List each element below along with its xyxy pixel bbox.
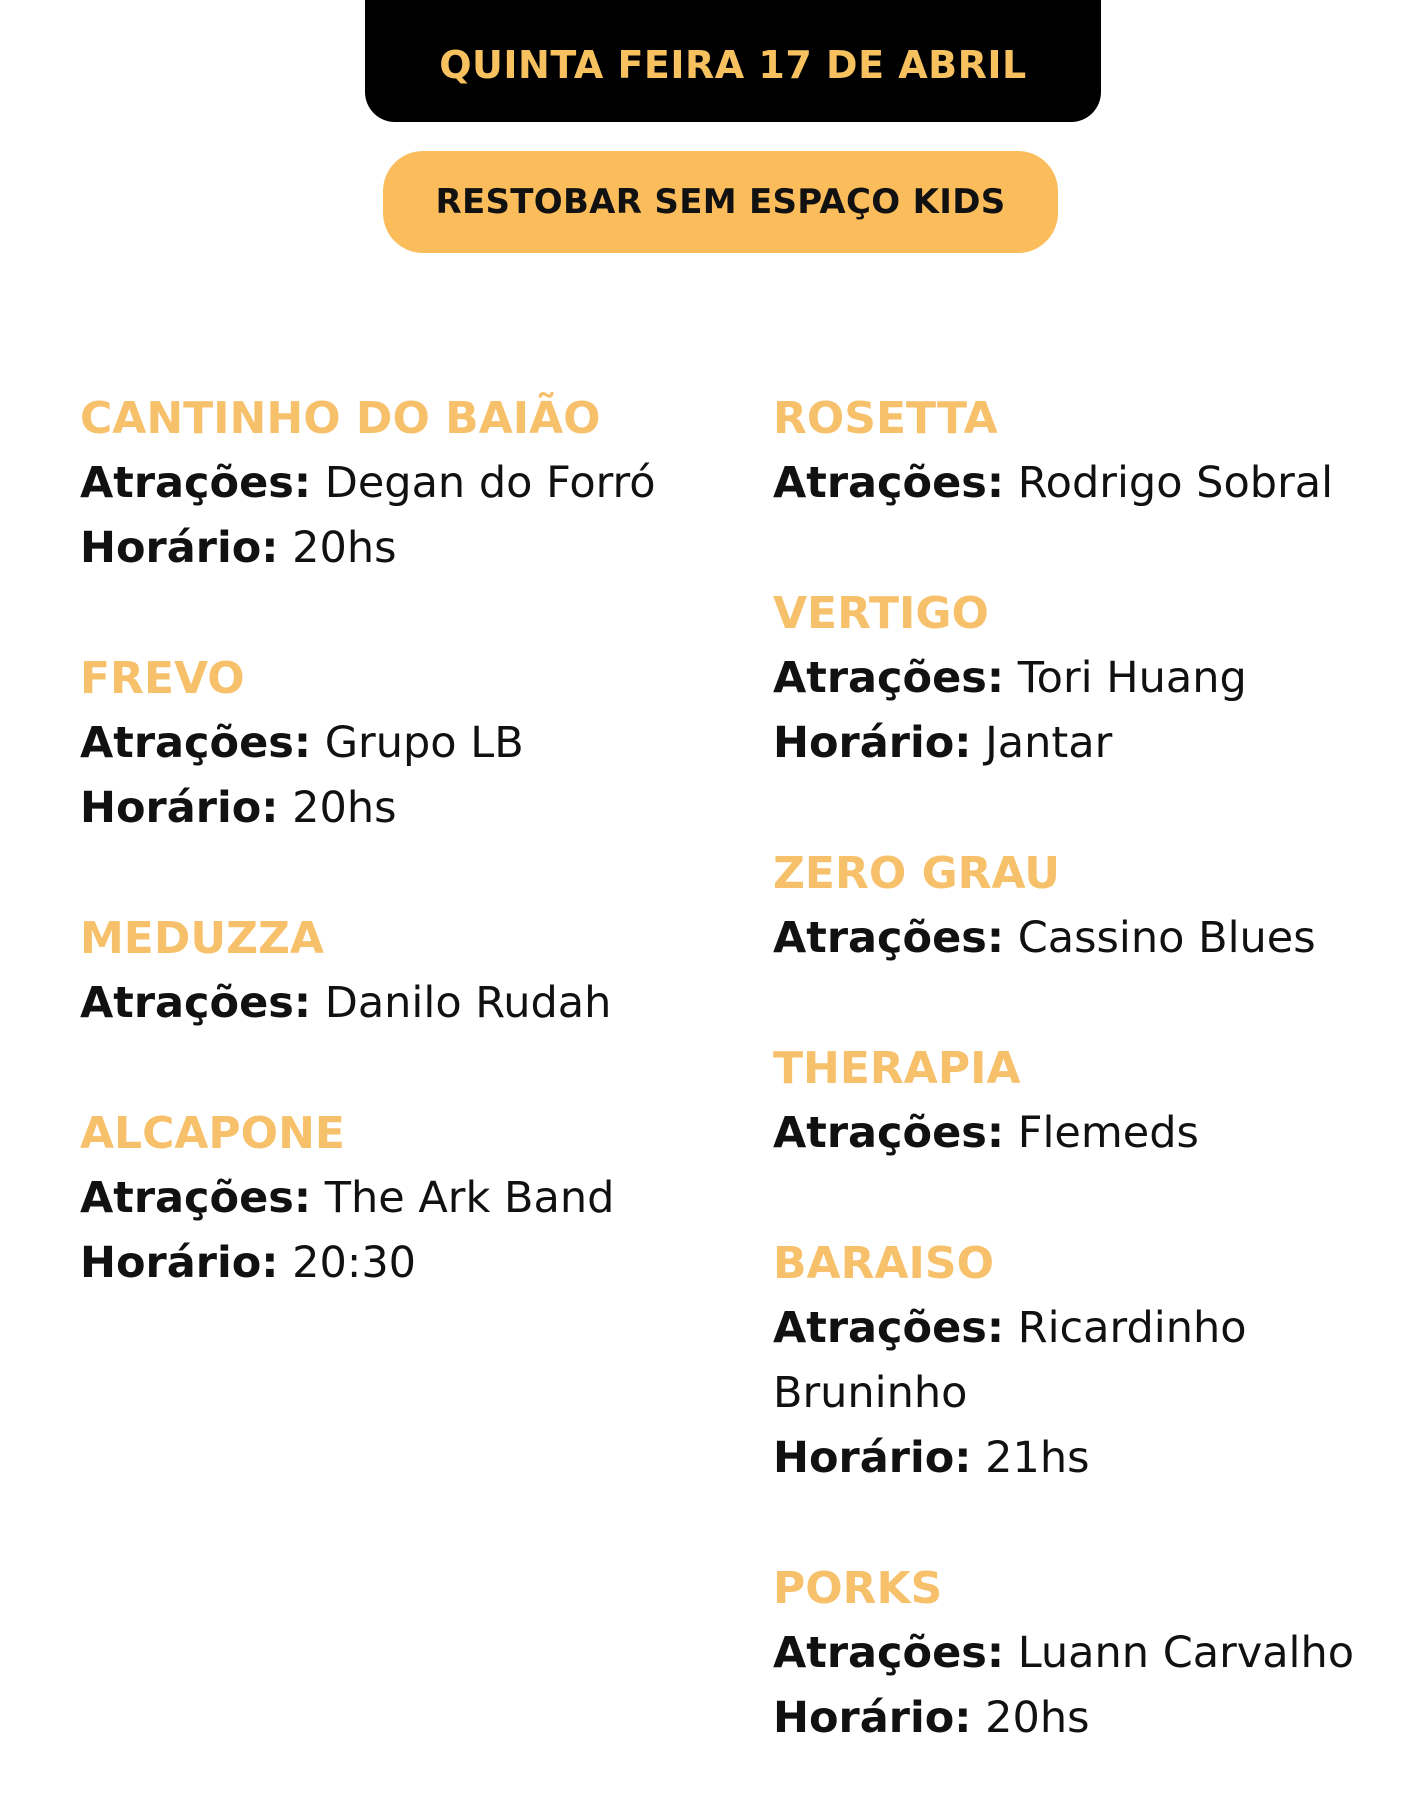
venue-entry [80,906,611,1036]
time-value: 21hs [985,1433,1090,1483]
attractions-label: Atrações: [80,718,312,768]
venue-entry [773,386,1333,516]
attractions-label: Atrações: [80,1173,312,1223]
venue-name: BARAISO [773,1238,994,1289]
restobar-badge-label: RESTOBAR SEM ESPAÇO KIDS [435,182,1006,222]
time-line [80,776,524,841]
attractions-line [80,711,524,776]
time-label: Horário: [80,783,279,833]
time-line [773,711,1247,776]
venue-name: ROSETTA [773,393,998,444]
attractions-label: Atrações: [80,458,312,508]
time-value: 20hs [292,783,397,833]
attractions-value: Ricardinho Bruninho [773,1303,1247,1418]
attractions-label: Atrações: [773,1628,1005,1678]
time-value: 20:30 [292,1238,417,1288]
attractions-label: Atrações: [773,458,1005,508]
venue-entry [80,1101,614,1296]
attractions-label: Atrações: [773,653,1005,703]
time-line [80,516,656,581]
venue-entry [773,1231,1383,1491]
venue-entry [773,1556,1354,1751]
attractions-line [80,971,611,1036]
attractions-value: Luann Carvalho [1017,1628,1355,1678]
time-label: Horário: [80,1238,279,1288]
date-header [365,0,1101,122]
attractions-value: Flemeds [1017,1108,1199,1158]
restobar-badge [383,151,1058,253]
venue-entry [773,581,1247,776]
attractions-value: Degan do Forró [324,458,656,508]
attractions-line [773,1621,1354,1686]
attractions-value: Cassino Blues [1017,913,1316,963]
time-line [80,1231,614,1296]
date-title: QUINTA FEIRA 17 DE ABRIL [439,43,1027,87]
time-label: Horário: [773,1693,972,1743]
venue-name: CANTINHO DO BAIÃO [80,393,601,444]
venue-entry [773,1036,1199,1166]
time-label: Horário: [773,1433,972,1483]
attractions-label: Atrações: [773,1303,1005,1353]
time-value: 20hs [985,1693,1090,1743]
attractions-line [773,1101,1199,1166]
venue-name: VERTIGO [773,588,989,639]
venue-name: FREVO [80,653,245,704]
attractions-line [773,906,1316,971]
attractions-value: Grupo LB [324,718,524,768]
venue-entry [80,386,656,581]
venue-name: MEDUZZA [80,913,324,964]
attractions-line [80,451,656,516]
attractions-label: Atrações: [773,1108,1005,1158]
time-label: Horário: [80,523,279,573]
venue-name: ZERO GRAU [773,848,1060,899]
venue-entry [773,841,1316,971]
venue-entry [80,646,524,841]
attractions-line [773,1296,1383,1426]
attractions-line [773,646,1247,711]
time-value: Jantar [985,718,1113,768]
time-value: 20hs [292,523,397,573]
attractions-value: The Ark Band [324,1173,615,1223]
attractions-label: Atrações: [80,978,312,1028]
venue-name: THERAPIA [773,1043,1021,1094]
attractions-value: Tori Huang [1017,653,1247,703]
attractions-label: Atrações: [773,913,1005,963]
attractions-value: Danilo Rudah [324,978,612,1028]
time-label: Horário: [773,718,972,768]
venue-name: PORKS [773,1563,943,1614]
venue-name: ALCAPONE [80,1108,345,1159]
attractions-value: Rodrigo Sobral [1017,458,1334,508]
attractions-line [773,451,1333,516]
time-line [773,1426,1383,1491]
attractions-line [80,1166,614,1231]
time-line [773,1686,1354,1751]
